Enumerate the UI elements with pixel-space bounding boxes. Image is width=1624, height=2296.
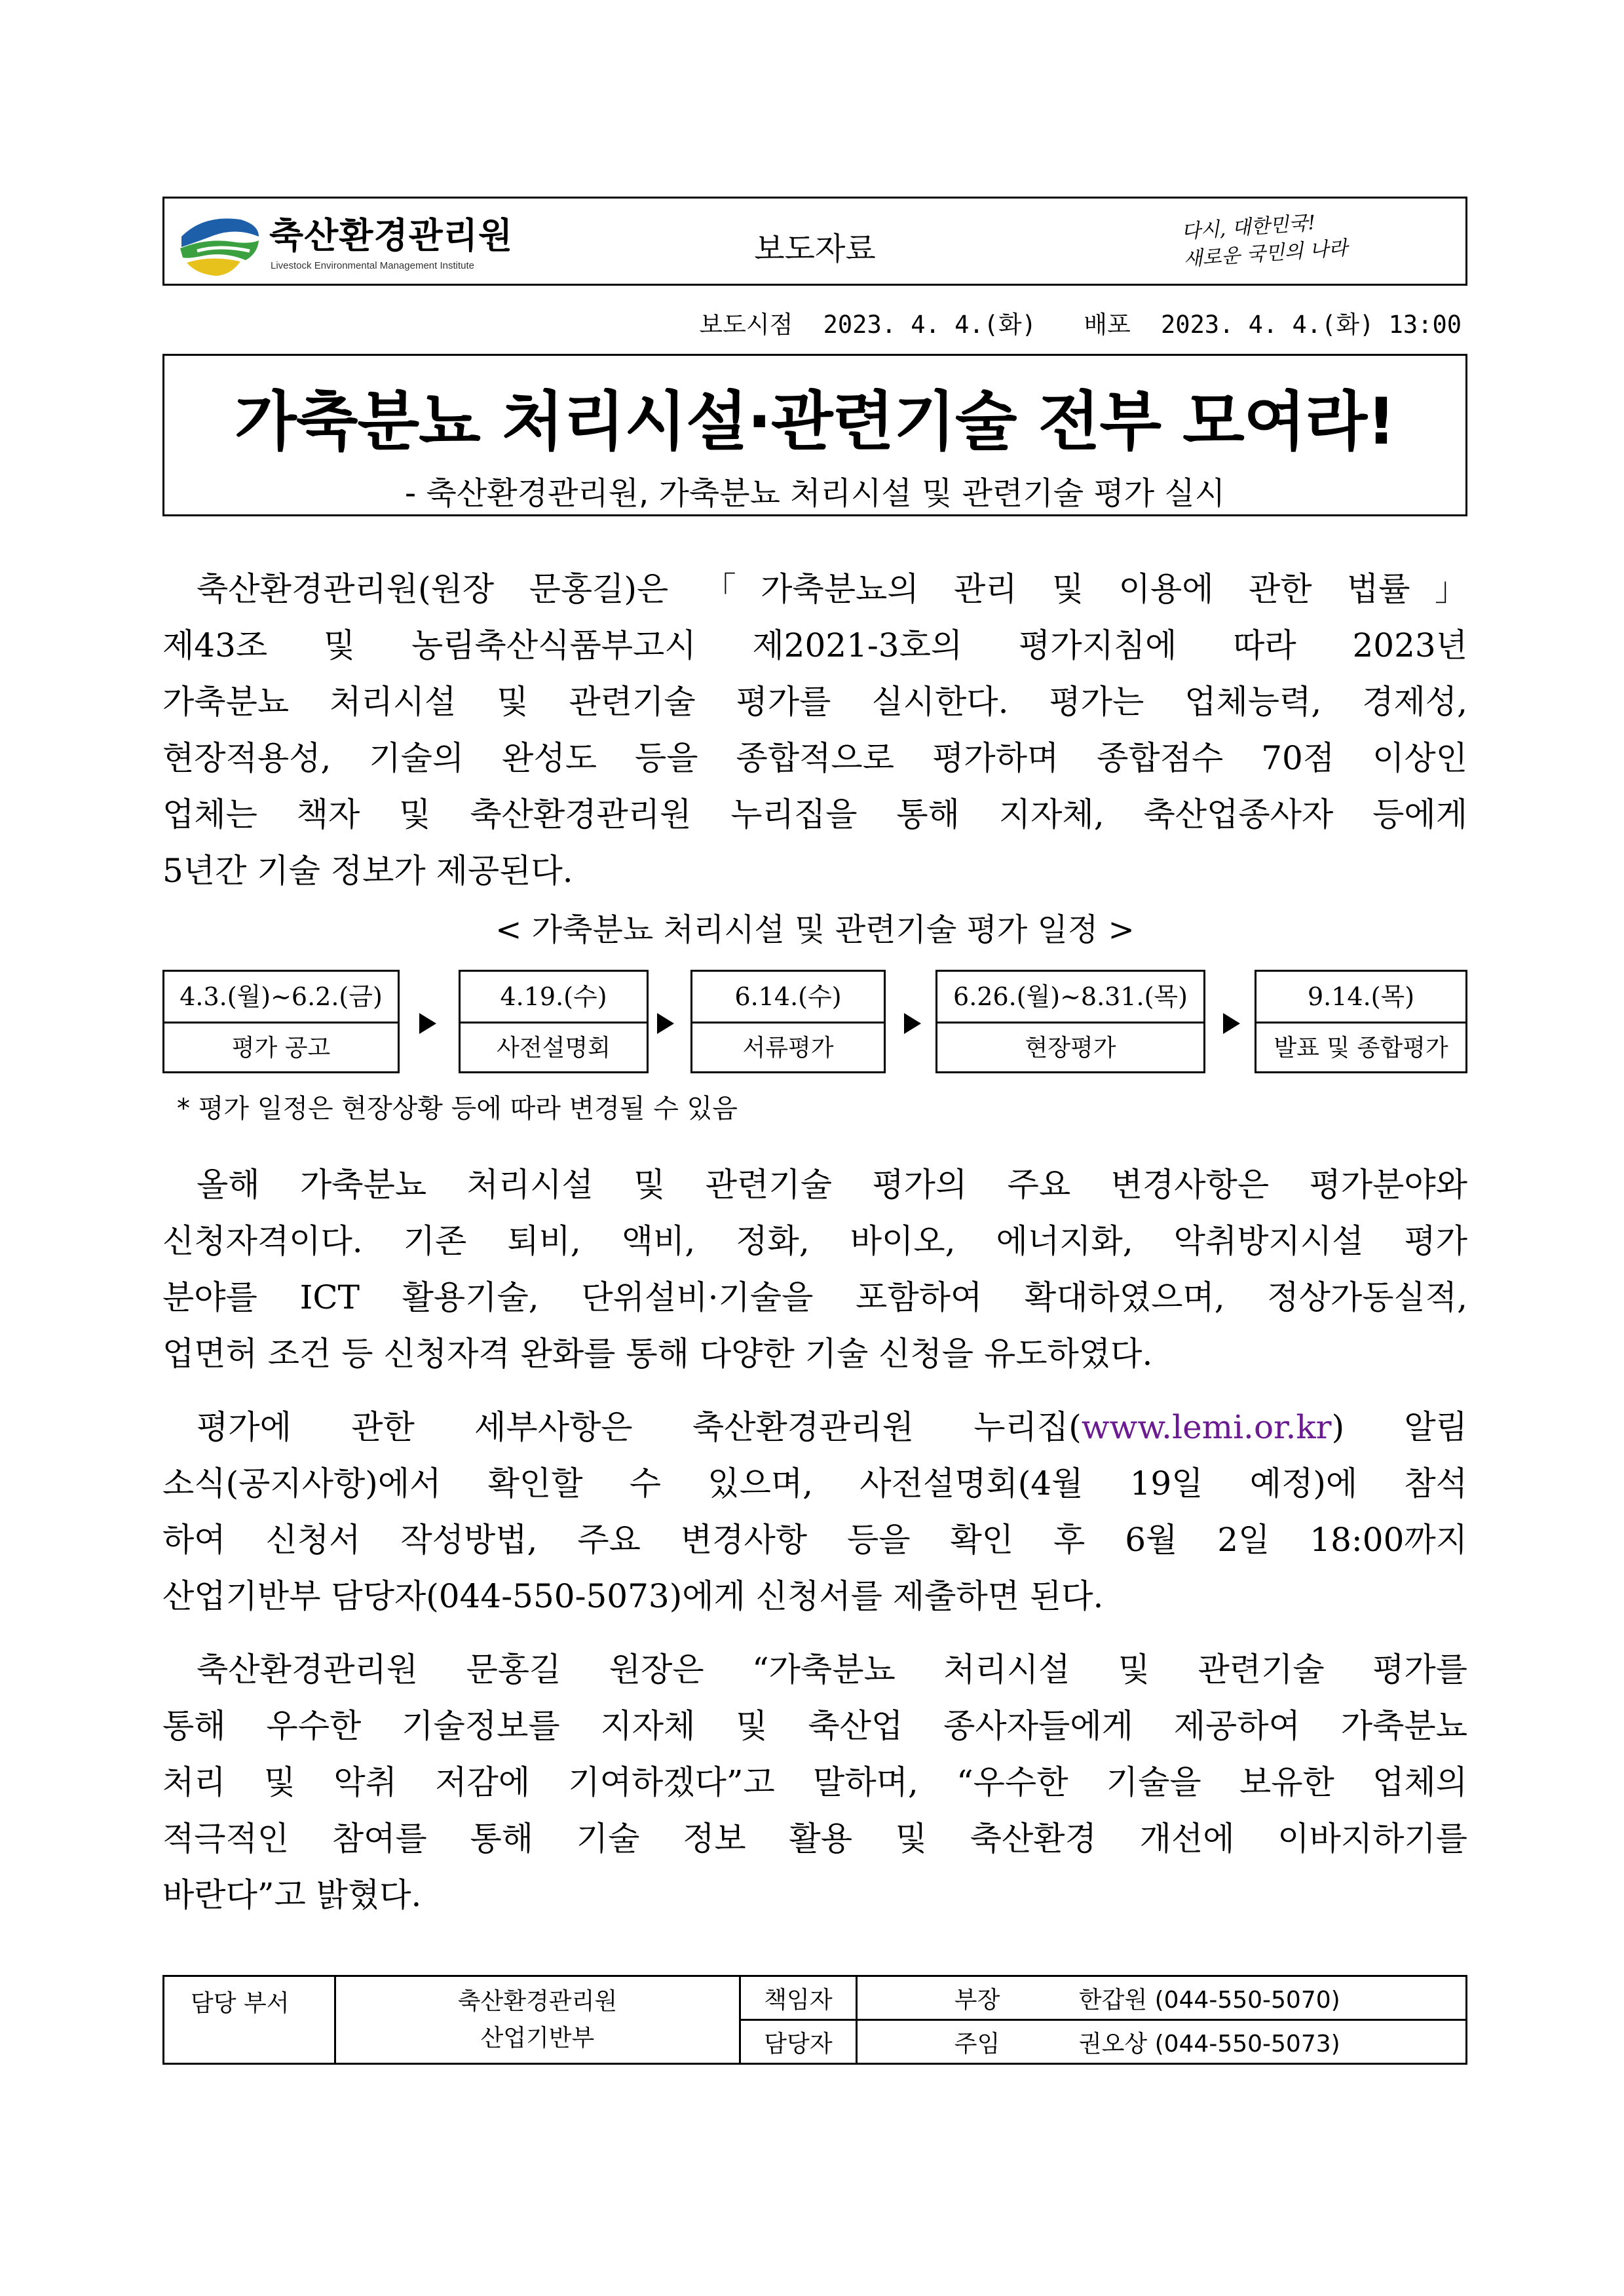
paragraph-line: 통해 우수한 기술정보를 지자체 및 축산업 종사자들에게 제공하여 가축분뇨 [162,1707,1467,1745]
paragraph-line: 현장적용성, 기술의 완성도 등을 종합적으로 평가하며 종합점수 70점 이상인 [162,739,1467,777]
press-time-date: 2023. 4. 4.(화) [823,311,1036,339]
header-box [162,197,1467,286]
dept-label: 담당 부서 [164,1976,335,2064]
paragraph-line: 가축분뇨 처리시설 및 관련기술 평가를 실시한다. 평가는 업체능력, 경제성, [162,683,1467,721]
paragraph-2 [162,1157,1467,1382]
contact-table [162,1975,1467,2065]
schedule-step-name: 발표 및 종합평가 [1274,1035,1448,1062]
schedule-step-date: 6.14.(수) [692,972,884,1024]
dept-name-line1: 축산환경관리원 [457,1987,618,2015]
arrow-right-icon [419,1013,436,1034]
contact-name-phone: 권오상 (044-550-5073) [1078,2030,1340,2057]
contact-name-phone: 한갑원 (044-550-5070) [1078,1986,1340,2014]
paragraph-line: 적극적인 참여를 통해 기술 정보 활용 및 축산환경 개선에 이바지하기를 [162,1820,1467,1858]
headline-box [162,354,1467,516]
org-name-en: Livestock Environmental Management Institute [271,260,474,271]
contact-rank: 부장 [954,1986,1000,2014]
schedule-step-name: 서류평가 [742,1035,834,1062]
paragraph-line: 소식(공지사항)에서 확인할 수 있으며, 사전설명회(4월 19일 예정)에 참석 [162,1464,1467,1502]
paragraph-line [162,1399,1467,1455]
dept-name [335,1976,740,2064]
paragraph-line: 축산환경관리원 문홍길 원장은 “가축분뇨 처리시설 및 관련기술 평가를 [197,1651,1467,1689]
website-link[interactable]: www.lemi.or.kr [1081,1408,1332,1446]
org-name: 축산환경관리원 [269,215,514,256]
schedule-step [690,970,886,1073]
schedule-step-name: 평가 공고 [231,1035,331,1062]
slogan-line1: 다시, 대한민국! [1180,211,1317,244]
doc-type-label: 보도자료 [754,231,876,267]
paragraph-3 [162,1399,1467,1624]
arrow-right-icon [657,1013,674,1034]
schedule-step [935,970,1205,1073]
schedule-step-name: 사전설명회 [497,1035,611,1062]
slogan-line2: 새로운 국민의 나라 [1182,237,1349,271]
paragraph-line: 업면허 조건 등 신청자격 완화를 통해 다양한 기술 신청을 유도하였다. [162,1335,1153,1373]
paragraph-text: ) 알림 [1331,1408,1467,1446]
paragraph-4 [162,1641,1467,1923]
release-info [683,305,1462,340]
distribution-date: 2023. 4. 4.(화) 13:00 [1161,311,1462,339]
paragraph-line: 신청자격이다. 기존 퇴비, 액비, 정화, 바이오, 에너지화, 악취방지시설 평가 [162,1222,1467,1260]
paragraph-text: 평가에 관한 세부사항은 축산환경관리원 누리집( [197,1408,1082,1446]
schedule-step-date: 9.14.(목) [1256,972,1465,1024]
paragraph-line: 올해 가축분뇨 처리시설 및 관련기술 평가의 주요 변경사항은 평가분야와 [197,1166,1467,1204]
contact-person [856,1976,1466,2020]
headline-title: 가축분뇨 처리시설·관련기술 전부 모여라! [235,385,1395,459]
schedule-step [1255,970,1467,1073]
paragraph-line: 5년간 기술 정보가 제공된다. [162,852,573,890]
paragraph-line: 업체는 책자 및 축산환경관리원 누리집을 통해 지자체, 축산업종사자 등에게 [162,795,1467,833]
paragraph-line: 분야를 ICT 활용기술, 단위설비·기술을 포함하여 확대하였으며, 정상가동실적, [162,1278,1467,1316]
paragraph-line: 축산환경관리원(원장 문홍길)은 「가축분뇨의 관리 및 이용에 관한 법률」 [197,570,1467,608]
schedule-step [459,970,649,1073]
paragraph-line: 하여 신청서 작성방법, 주요 변경사항 등을 확인 후 6월 2일 18:00까지 [162,1521,1467,1559]
schedule-step [162,970,400,1073]
arrow-right-icon [1223,1013,1240,1034]
schedule-step-date: 4.19.(수) [461,972,647,1024]
paragraph-line: 제43조 및 농림축산식품부고시 제2021-3호의 평가지침에 따라 2023년 [162,626,1467,664]
schedule-step-date: 4.3.(월)~6.2.(금) [164,972,398,1024]
contact-row [164,1976,1467,2020]
dept-name-line2: 산업기반부 [480,2024,595,2052]
paragraph-line: 바란다”고 밝혔다. [162,1876,422,1914]
paragraph-line: 처리 및 악취 저감에 기여하겠다”고 말하며, “우수한 기술을 보유한 업체의 [162,1763,1467,1801]
contact-rank: 주임 [954,2030,1000,2057]
headline-subtitle: - 축산환경관리원, 가축분뇨 처리시설 및 관련기술 평가 실시 [404,475,1226,512]
paragraph-1 [162,561,1467,899]
paragraph-line: 산업기반부 담당자(044-550-5073)에게 신청서를 제출하면 된다. [162,1577,1104,1615]
schedule-note: * 평가 일정은 현장상황 등에 따라 변경될 수 있음 [177,1094,738,1124]
schedule-step-name: 현장평가 [1025,1035,1116,1062]
distribution-label: 배포 [1084,311,1131,339]
press-time-label: 보도시점 [699,311,793,339]
schedule-step-date: 6.26.(월)~8.31.(목) [937,972,1203,1024]
contact-role: 책임자 [740,1976,857,2020]
contact-person [856,2020,1466,2064]
slogan [1180,207,1348,277]
arrow-right-icon [904,1013,921,1034]
schedule-title: < 가축분뇨 처리시설 및 관련기술 평가 일정 > [495,911,1135,948]
contact-role: 담당자 [740,2020,857,2064]
